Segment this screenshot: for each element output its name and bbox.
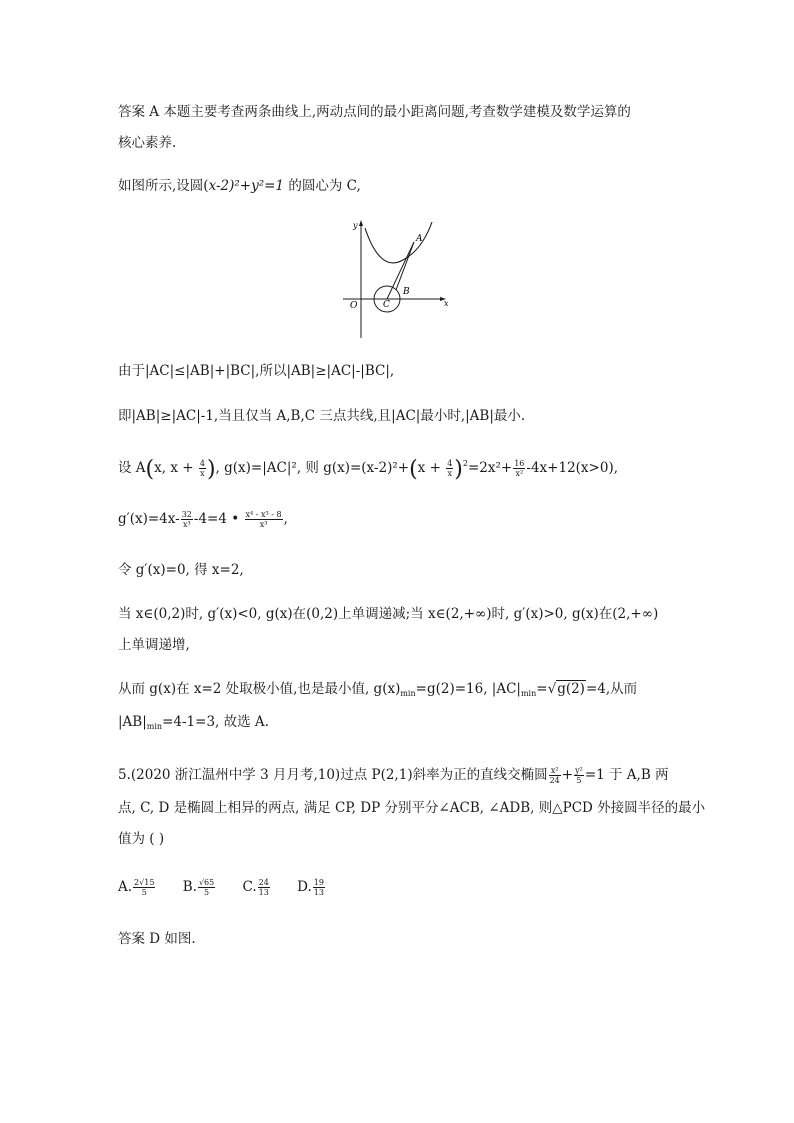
answer-line-2: 核心素养. (118, 135, 177, 151)
s8-sqrt: g(2) (557, 681, 585, 697)
question5-answer: 答案 D 如图. (118, 931, 196, 947)
s8-sub1: min (400, 689, 416, 698)
s9-b: =4-1=3, 故选 A. (162, 714, 269, 730)
option-d-den: 13 (313, 888, 324, 897)
question5-options (118, 877, 348, 897)
ellipse-y-num: y² (575, 766, 583, 775)
label-b: B (403, 287, 410, 297)
step-equality-condition: 即|AB|≥|AC|-1,当且仅当 A,B,C 三点共线,且|AC|最小时,|AB|最小. (118, 408, 526, 424)
s4-b: -4=4 • (193, 511, 244, 527)
option-c-num: 24 (258, 878, 269, 887)
s9-a: |AB| (118, 714, 147, 730)
ellipse-x-den: 24 (549, 776, 560, 785)
y-axis-arrow (359, 220, 363, 226)
s8-d: =4,从而 (585, 681, 638, 697)
option-b-den: 5 (204, 888, 210, 897)
option-a-label: A. (118, 879, 133, 895)
label-y: y (353, 221, 358, 230)
s8-c: = (536, 681, 548, 697)
circle-intro: 如图所示,设圆( (118, 178, 209, 194)
s3-b: x, x + (154, 460, 198, 476)
s4-frac-den: x³ (182, 520, 191, 529)
s8-a: 从而 g(x)在 x=2 处取极小值,也是最小值, g(x) (118, 681, 401, 697)
s3-a: 设 A (118, 460, 146, 476)
question5-line-1 (118, 765, 669, 785)
step-derivative (118, 509, 288, 529)
segment-ac (387, 242, 414, 299)
s3-frac2-den: x² (515, 469, 524, 478)
option-c-den: 13 (258, 888, 269, 897)
s4-frac-num: 32 (181, 510, 192, 519)
s4-frac2-den: x³ (259, 520, 268, 529)
ellipse-plus: + (561, 767, 574, 783)
s4-frac2-num: x⁴ - x³ - 8 (245, 510, 282, 519)
option-a[interactable] (118, 879, 156, 895)
option-c[interactable] (243, 879, 271, 895)
s3-f: -4x+12(x>0), (526, 460, 618, 476)
step-critical-point: 令 g′(x)=0, 得 x=2, (118, 562, 244, 578)
step-define-g: 设 A(x, x + $\frac{4}{x}$ ), g(x)=|AC|², 则 g(x)=(x-2)²+(x + $\frac{4}{x}$ )$^2$=2x²+ $\frac{16}{\text{x²}}$ -4x+12(x>0), (118, 457, 618, 482)
step-conclusion (118, 712, 269, 737)
q5-l1-b: =1 于 A,B 两 (584, 767, 669, 783)
s3-frac-num: 4 (199, 459, 205, 468)
s3-frac-num-repeat: 4 (447, 459, 453, 468)
question5-line-3: 值为 ( ) (118, 831, 165, 847)
label-origin: O (350, 301, 358, 311)
s3-e: =2x²+ (467, 460, 513, 476)
answer-line-1: 答案 A 本题主要考查两条曲线上,两动点间的最小距离问题,考查数学建模及数学运算的 (118, 104, 631, 120)
s3-c: , g(x)=|AC|², 则 g(x)=(x-2)²+ (215, 460, 410, 476)
option-a-den: 5 (141, 888, 147, 897)
q5-l1-a: 5.(2020 浙江温州中学 3 月月考,10)过点 P(2,1)斜率为正的直线交椭圆 (118, 767, 548, 783)
circle-center-text: 的圆心为 C, (284, 178, 361, 194)
s4-c: , (283, 511, 288, 527)
label-x: x (444, 299, 449, 308)
option-c-label: C. (242, 879, 257, 895)
label-c: C (383, 300, 390, 310)
option-d[interactable] (297, 879, 326, 895)
option-b-label: B. (182, 879, 197, 895)
s3-d: x + (417, 460, 446, 476)
label-a: A (416, 234, 423, 244)
s3-frac-den-repeat: x (447, 469, 452, 478)
s8-sub2: min (520, 689, 537, 698)
ellipse-x-num: x² (549, 766, 561, 776)
option-a-num: 2√15 (134, 878, 155, 887)
option-b[interactable] (183, 879, 217, 895)
s8-b: =g(2)=16, |AC| (415, 681, 521, 697)
s9-sub: min (146, 722, 163, 731)
step-monotonic-1: 当 x∈(0,2)时, g′(x)<0, g(x)在(0,2)上单调递减;当 x∈(2,+∞)时, g′(x)>0, g(x)在(2,+∞) (118, 606, 659, 622)
s4-a: g′(x)=4x- (118, 511, 180, 527)
segment-ab (396, 242, 414, 290)
ellipse-y-den: 5 (576, 776, 582, 785)
step-triangle-inequality: 由于|AC|≤|AB|+|BC|,所以|AB|≥|AC|-|BC|, (118, 363, 395, 379)
option-d-num: 19 (313, 878, 324, 887)
s3-frac2-num: 16 (514, 459, 525, 468)
curve-circle-figure (340, 218, 455, 340)
option-d-label: D. (297, 879, 312, 895)
step-monotonic-2: 上单调递增, (118, 637, 190, 653)
answer-line-3 (118, 176, 361, 196)
s3-frac-den: x (200, 469, 205, 478)
question5-line-2: 点, C, D 是椭圆上相异的两点, 满足 CP, DP 分别平分∠ACB, ∠ADB, 则△PCD 外接圆半径的最小 (118, 800, 706, 816)
circle-equation: x-2)²+y²=1 (208, 178, 285, 194)
option-b-num: √65 (198, 878, 215, 887)
step-minimum: 从而 g(x)在 x=2 处取极小值,也是最小值, $g(x)_{min}=g(2)=16$, $|AC|_{min}=√g(2)=4$,从而 (118, 681, 638, 698)
